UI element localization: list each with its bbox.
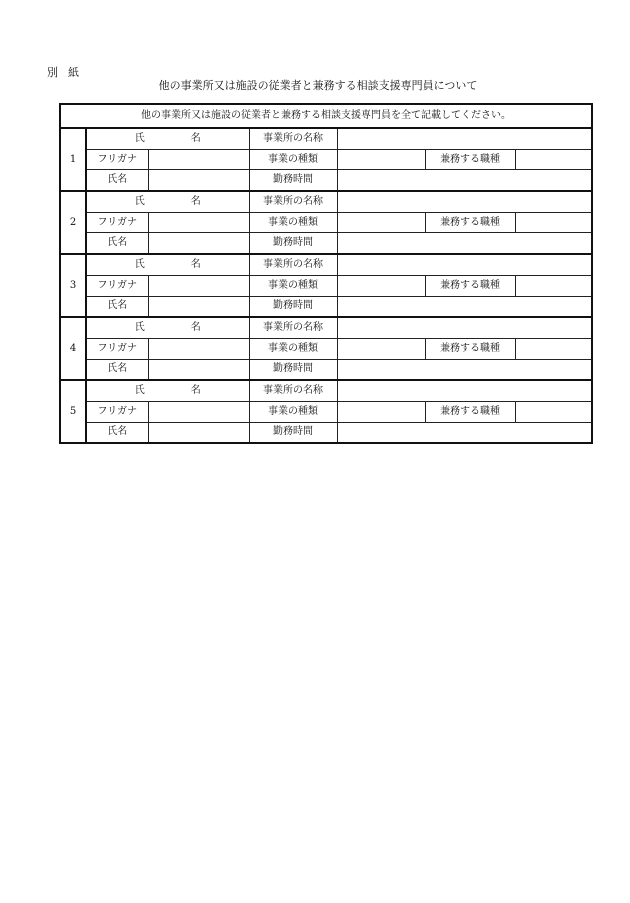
- concurrent-job-label: 兼務する職種: [425, 338, 515, 359]
- office-name-label: 事業所の名称: [249, 254, 337, 275]
- business-type-label: 事業の種類: [249, 338, 337, 359]
- entry-name-row: [60, 128, 592, 149]
- entry-furigana-row: [60, 338, 592, 359]
- name-header-cell: [86, 191, 249, 212]
- concurrent-job-field[interactable]: [515, 212, 592, 233]
- full-name-label: 氏名: [86, 422, 148, 443]
- name-label-part2: 名: [190, 195, 201, 207]
- entry-group: [60, 317, 592, 380]
- furigana-label: フリガナ: [86, 275, 148, 296]
- office-name-label: 事業所の名称: [249, 380, 337, 401]
- working-hours-field[interactable]: [337, 170, 592, 191]
- office-name-label: 事業所の名称: [249, 317, 337, 338]
- entry-name-row: [60, 191, 592, 212]
- full-name-label: 氏名: [86, 233, 148, 254]
- entry-name-row: [60, 317, 592, 338]
- concurrent-job-label: 兼務する職種: [425, 401, 515, 422]
- name-label-part1: 氏: [134, 322, 145, 334]
- office-name-label: 事業所の名称: [249, 191, 337, 212]
- concurrent-job-field[interactable]: [515, 149, 592, 170]
- name-header-cell: [86, 254, 249, 275]
- office-name-label: 事業所の名称: [249, 128, 337, 149]
- working-hours-label: 勤務時間: [249, 233, 337, 254]
- name-header-cell: [86, 380, 249, 401]
- entry-fullname-row: [60, 359, 592, 380]
- entry-furigana-row: [60, 275, 592, 296]
- full-name-field[interactable]: [148, 296, 249, 317]
- entry-group: [60, 191, 592, 254]
- full-name-label: 氏名: [86, 296, 148, 317]
- business-type-label: 事業の種類: [249, 275, 337, 296]
- office-name-field[interactable]: [337, 128, 592, 149]
- office-name-field[interactable]: [337, 191, 592, 212]
- entry-furigana-row: [60, 401, 592, 422]
- furigana-field[interactable]: [148, 275, 249, 296]
- office-name-field[interactable]: [337, 380, 592, 401]
- name-label-part1: 氏: [134, 385, 145, 397]
- office-name-field[interactable]: [337, 317, 592, 338]
- working-hours-field[interactable]: [337, 422, 592, 443]
- furigana-field[interactable]: [148, 401, 249, 422]
- concurrent-job-label: 兼務する職種: [425, 275, 515, 296]
- business-type-label: 事業の種類: [249, 149, 337, 170]
- entry-group: [60, 128, 592, 191]
- entry-fullname-row: [60, 422, 592, 443]
- concurrent-job-label: 兼務する職種: [425, 149, 515, 170]
- entry-group: [60, 380, 592, 443]
- entry-number: 3: [60, 254, 86, 317]
- business-type-field[interactable]: [337, 275, 425, 296]
- furigana-field[interactable]: [148, 338, 249, 359]
- entry-number: 4: [60, 317, 86, 380]
- working-hours-label: 勤務時間: [249, 170, 337, 191]
- working-hours-label: 勤務時間: [249, 296, 337, 317]
- name-label-part1: 氏: [134, 195, 145, 207]
- business-type-label: 事業の種類: [249, 401, 337, 422]
- furigana-label: フリガナ: [86, 149, 148, 170]
- entry-fullname-row: [60, 233, 592, 254]
- working-hours-field[interactable]: [337, 233, 592, 254]
- instruction-row: [60, 104, 592, 128]
- working-hours-field[interactable]: [337, 296, 592, 317]
- full-name-field[interactable]: [148, 170, 249, 191]
- concurrent-job-field[interactable]: [515, 275, 592, 296]
- business-type-label: 事業の種類: [249, 212, 337, 233]
- business-type-field[interactable]: [337, 212, 425, 233]
- full-name-field[interactable]: [148, 422, 249, 443]
- name-header-cell: [86, 128, 249, 149]
- name-label-part2: 名: [190, 132, 201, 144]
- entry-fullname-row: [60, 296, 592, 317]
- business-type-field[interactable]: [337, 401, 425, 422]
- furigana-label: フリガナ: [86, 401, 148, 422]
- full-name-field[interactable]: [148, 359, 249, 380]
- entry-fullname-row: [60, 170, 592, 191]
- working-hours-label: 勤務時間: [249, 359, 337, 380]
- entry-furigana-row: [60, 212, 592, 233]
- working-hours-label: 勤務時間: [249, 422, 337, 443]
- entry-number: 1: [60, 128, 86, 191]
- name-label-part2: 名: [190, 385, 201, 397]
- furigana-field[interactable]: [148, 212, 249, 233]
- entry-number: 5: [60, 380, 86, 443]
- entry-name-row: [60, 380, 592, 401]
- instruction-text: 他の事業所又は施設の従業者と兼務する相談支援専門員を全て記載してください。: [60, 104, 592, 128]
- concurrent-job-label: 兼務する職種: [425, 212, 515, 233]
- concurrent-job-field[interactable]: [515, 338, 592, 359]
- entry-group: [60, 254, 592, 317]
- entry-name-row: [60, 254, 592, 275]
- furigana-label: フリガナ: [86, 338, 148, 359]
- full-name-label: 氏名: [86, 170, 148, 191]
- full-name-field[interactable]: [148, 233, 249, 254]
- business-type-field[interactable]: [337, 338, 425, 359]
- name-label-part1: 氏: [134, 258, 145, 270]
- entry-furigana-row: [60, 149, 592, 170]
- furigana-label: フリガナ: [86, 212, 148, 233]
- name-label-part2: 名: [190, 322, 201, 334]
- office-name-field[interactable]: [337, 254, 592, 275]
- page-title: 他の事業所又は施設の従業者と兼務する相談支援専門員について: [158, 79, 478, 92]
- name-label-part1: 氏: [134, 132, 145, 144]
- concurrent-job-field[interactable]: [515, 401, 592, 422]
- entry-number: 2: [60, 191, 86, 254]
- full-name-label: 氏名: [86, 359, 148, 380]
- name-header-cell: [86, 317, 249, 338]
- furigana-field[interactable]: [148, 149, 249, 170]
- working-hours-field[interactable]: [337, 359, 592, 380]
- attachment-label-part1: 別: [47, 66, 58, 79]
- attachment-label-part2: 紙: [68, 66, 79, 79]
- staff-form-table: [59, 103, 593, 444]
- business-type-field[interactable]: [337, 149, 425, 170]
- name-label-part2: 名: [190, 258, 201, 270]
